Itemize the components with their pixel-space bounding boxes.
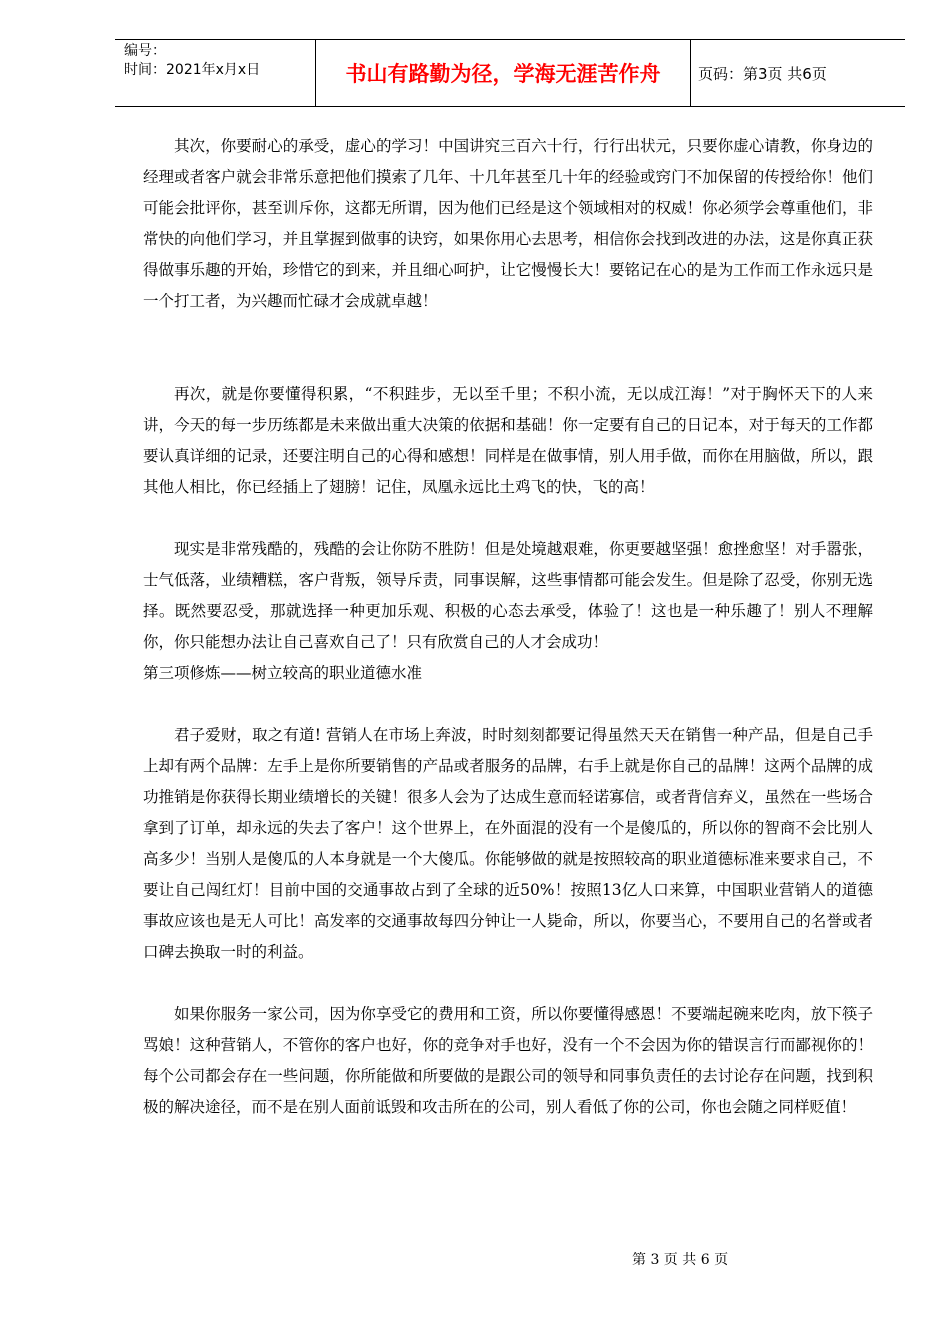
time-label: 时间：2021年x月x日 — [124, 62, 261, 78]
paragraph: 现实是非常残酷的，残酷的会让你防不胜防！但是处境越艰难，你更要越坚强！愈挫愈坚！对手嚣张，士气低落，业绩糟糕，客户背叛，领导斥责，同事误解，这些事情都可能会发生。但是除了忍受，你别无选择。既然要忍受，那就选择一种更加乐观、积极的心态去承受，体验了！这也是一种乐趣了！别人不理解你，你只能想办法让自己喜欢自己了！只有欣赏自己的人才会成功！ — [143, 540, 873, 651]
paragraph: 君子爱财，取之有道! 营销人在市场上奔波，时时刻刻都要记得虽然天天在销售一种产品，但是自己手上却有两个品牌：左手上是你所要销售的产品或者服务的品牌，右手上就是你自己的品牌！这两个品牌的成功推销是你获得长期业绩增长的关键！很多人会为了达成生意而轻诺寡信，或者背信弃义，虽然在一些场合拿到了订单，却永远的失去了客户！这个世界上，在外面混的没有一个是傻瓜的，所以你的智商不会比别人高多少！当别人是傻瓜的人本身就是一个大傻瓜。你能够做的就是按照较高的职业道德标准来要求自己，不要让自己闯红灯！目前中国的交通事故占到了全球的近50%！按照13亿人口来算，中国职业营销人的道德事故应该也是无人可比！高发率的交通事故每四分钟让一人毙命，所以，你要当心，不要用自己的名誉或者口碑去换取一时的利益。 — [143, 726, 873, 961]
page-footer: 第 3 页 共 6 页 — [632, 1252, 729, 1268]
paragraph: 如果你服务一家公司，因为你享受它的费用和工资，所以你要懂得感恩！不要端起碗来吃肉，放下筷子骂娘！这种营销人，不管你的客户也好，你的竞争对手也好，没有一个不会因为你的错误言行而鄙视你的！每个公司都会存在一些问题，你所能做和所要做的是跟公司的领导和同事负责任的去讨论存在问题，找到积极的解决途径，而不是在别人面前诋毁和攻击所在的公司，别人看低了你的公司，你也会随之同样贬值！ — [143, 1005, 873, 1116]
document-body — [143, 131, 873, 1123]
page-header — [115, 39, 905, 107]
paragraph: 其次，你要耐心的承受，虚心的学习！中国讲究三百六十行，行行出状元，只要你虚心请教，你身边的经理或者客户就会非常乐意把他们摸索了几年、十几年甚至几十年的经验或窍门不加保留的传授给你！他们可能会批评你，甚至训斥你，这都无所谓，因为他们已经是这个领域相对的权威！你必须学会尊重他们，非常快的向他们学习，并且掌握到做事的诀窍，如果你用心去思考，相信你会找到改进的办法，这是你真正获得做事乐趣的开始，珍惜它的到来，并且细心呵护，让它慢慢长大！要铭记在心的是为工作而工作永远只是一个打工者，为兴趣而忙碌才会成就卓越！ — [143, 137, 873, 310]
section-heading: 第三项修炼——树立较高的职业道德水准 — [143, 664, 423, 682]
header-meta — [115, 40, 316, 106]
header-motto: 书山有路勤为径，学海无涯苦作舟 — [316, 40, 691, 106]
code-label: 编号： — [124, 43, 166, 59]
header-page-label: 页码：第3页 共6页 — [698, 64, 827, 83]
paragraph: 再次，就是你要懂得积累，“不积跬步，无以至千里；不积小流，无以成江海！”对于胸怀天下的人来讲，今天的每一步历练都是未来做出重大决策的依据和基础！你一定要有自己的日记本，对于每天的工作都要认真详细的记录，还要注明自己的心得和感想！同样是在做事情，别人用手做，而你在用脑做，所以，跟其他人相比，你已经插上了翅膀！记住，凤凰永远比土鸡飞的快，飞的高！ — [143, 385, 873, 496]
